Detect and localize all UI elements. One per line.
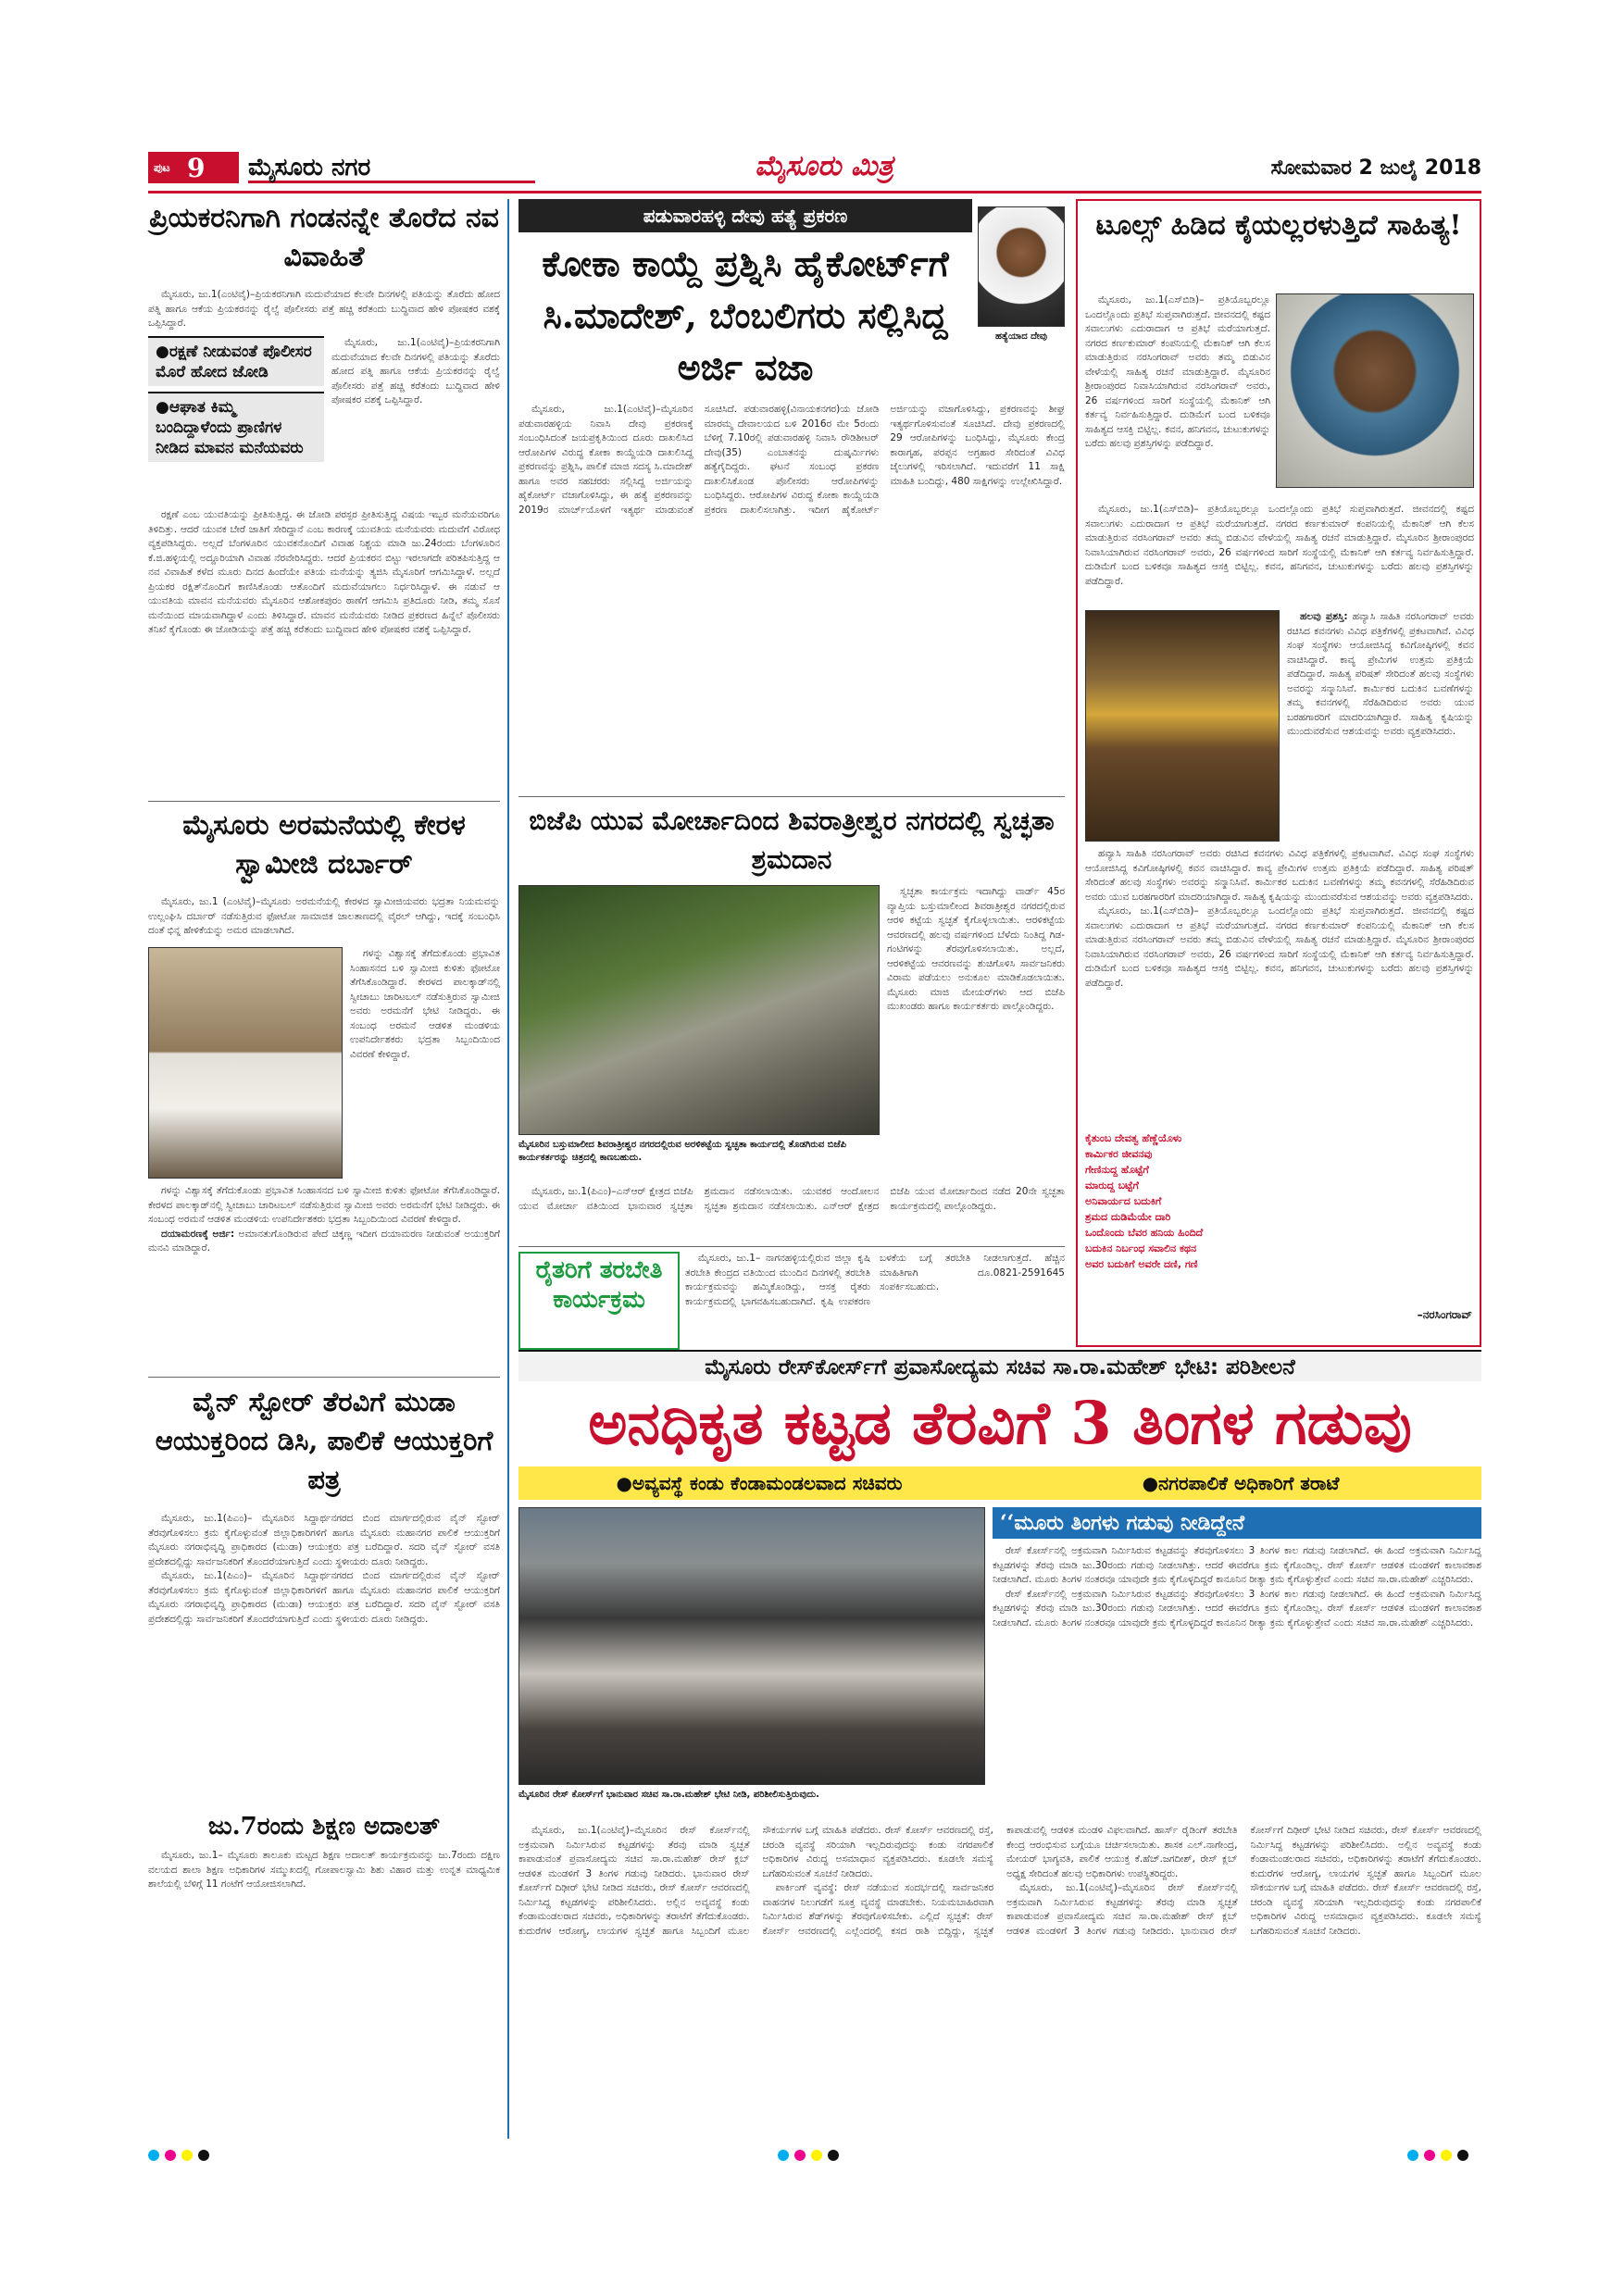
sahitya-signature: –ನರಸಿಂಗರಾವ್ [1417,1308,1472,1321]
lead-body [518,403,1065,782]
race-story [518,1350,1481,2139]
race-strap-1: ●ಅವ್ಯವಸ್ಥೆ ಕಂಡು ಕೆಂಡಾಮಂಡಲವಾದ ಸಚಿವರು [616,1472,903,1494]
story3-body [148,1512,500,1799]
race-body-text: ಮೈಸೂರು, ಜು.1(ಎಂಟಿವೈ)–ಮೈಸೂರಿನ ರೇಸ್ ಕೋರ್ಸ್‌ನಲ್ಲಿ ಅಕ್ರಮವಾಗಿ ನಿರ್ಮಿಸಿರುವ ಕಟ್ಟಡಗಳನ್ನು ತೆರವು ಮಾಡಿ ಸ್ವಚ್ಛತೆ ಕಾಪಾಡುವಂತೆ ಪ್ರವಾಸೋದ್ಯಮ ಸಚಿವ ಸಾ.ರಾ.ಮಹೇಶ್ ರೇಸ್ ಕ್ಲಬ್ ಆಡಳಿತ ಮಂಡಳಿಗೆ 3 ತಿಂಗಳ ಗಡುವು ನೀಡಿದರು. ಭಾನುವಾರ ರೇಸ್ ಕೋರ್ಸ್‌ಗೆ ದಿಢೀರ್ ಭೇಟಿ ನೀಡಿದ ಸಚಿವರು, ರೇಸ್ ಕೋರ್ಸ್ ಆವರಣದಲ್ಲಿ ನಿರ್ಮಿಸಿದ್ದ ಕಟ್ಟಡಗಳನ್ನು ಪರಿಶೀಲಿಸಿದರು. ಅಲ್ಲಿನ ಅವ್ಯವಸ್ಥೆ ಕಂಡು ಕೆಂಡಾಮಂಡಲರಾದ ಸಚಿವರು, ಅಧಿಕಾರಿಗಳನ್ನು ತರಾಟೆಗೆ ತೆಗೆದುಕೊಂಡರು. ಕುದುರೆಗಳ ಆರೋಗ್ಯ, ಲಾಯಗಳ ಸ್ವಚ್ಛತೆ ಹಾಗೂ ಸಿಬ್ಬಂದಿಗೆ ಮೂಲ ಸೌಕರ್ಯಗಳ ಬಗ್ಗೆ ಮಾಹಿತಿ ಪಡೆದರು. ರೇಸ್ ಕೋರ್ಸ್ ಆವರಣದಲ್ಲಿ ರಸ್ತೆ, ಚರಂಡಿ ವ್ಯವಸ್ಥೆ ಸರಿಯಾಗಿ ಇಲ್ಲದಿರುವುದನ್ನು ಕಂಡು ನಗರಪಾಲಿಕೆ ಅಧಿಕಾರಿಗಳ ವಿರುದ್ಧ ಅಸಮಾಧಾನ ವ್ಯಕ್ತಪಡಿಸಿದರು. ಕೂಡಲೇ ಸಮಸ್ಯೆ ಬಗೆಹರಿಸುವಂತೆ ಸೂಚನೆ ನೀಡಿದರು. [518,1825,993,1937]
bjp-body [887,885,1065,1181]
issue-date: ಸೋಮವಾರ 2 ಜುಲೈ 2018 [1270,156,1481,180]
race-quote-body [993,1539,1481,1813]
farmers-body [685,1252,1065,1344]
story1-body [148,288,500,332]
story1-headline: ಪ್ರಿಯಕರನಿಗಾಗಿ ಗಂಡನನ್ನೇ ತೊರೆದ ನವ ವಿವಾಹಿತೆ [149,202,499,273]
race-body-text-2: ಮೈಸೂರು, ಜು.1(ಎಂಟಿವೈ)–ಮೈಸೂರಿನ ರೇಸ್ ಕೋರ್ಸ್‌ನಲ್ಲಿ ಅಕ್ರಮವಾಗಿ ನಿರ್ಮಿಸಿರುವ ಕಟ್ಟಡಗಳನ್ನು ತೆರವು ಮಾಡಿ ಸ್ವಚ್ಛತೆ ಕಾಪಾಡುವಂತೆ ಪ್ರವಾಸೋದ್ಯಮ ಸಚಿವ ಸಾ.ರಾ.ಮಹೇಶ್ ರೇಸ್ ಕ್ಲಬ್ ಆಡಳಿತ ಮಂಡಳಿಗೆ 3 ತಿಂಗಳ ಗಡುವು ನೀಡಿದರು. ಭಾನುವಾರ ರೇಸ್ ಕೋರ್ಸ್‌ಗೆ ದಿಢೀರ್ ಭೇಟಿ ನೀಡಿದ ಸಚಿವರು, ರೇಸ್ ಕೋರ್ಸ್ ಆವರಣದಲ್ಲಿ ನಿರ್ಮಿಸಿದ್ದ ಕಟ್ಟಡಗಳನ್ನು ಪರಿಶೀಲಿಸಿದರು. ಅಲ್ಲಿನ ಅವ್ಯವಸ್ಥೆ ಕಂಡು ಕೆಂಡಾಮಂಡಲರಾದ ಸಚಿವರು, ಅಧಿಕಾರಿಗಳನ್ನು ತರಾಟೆಗೆ ತೆಗೆದುಕೊಂಡರು. ಕುದುರೆಗಳ ಆರೋಗ್ಯ, ಲಾಯಗಳ ಸ್ವಚ್ಛತೆ ಹಾಗೂ ಸಿಬ್ಬಂದಿಗೆ ಮೂಲ ಸೌಕರ್ಯಗಳ ಬಗ್ಗೆ ಮಾಹಿತಿ ಪಡೆದರು. ರೇಸ್ ಕೋರ್ಸ್ ಆವರಣದಲ್ಲಿ ರಸ್ತೆ, ಚರಂಡಿ ವ್ಯವಸ್ಥೆ ಸರಿಯಾಗಿ ಇಲ್ಲದಿರುವುದನ್ನು ಕಂಡು ನಗರಪಾಲಿಕೆ ಅಧಿಕಾರಿಗಳ ವಿರುದ್ಧ ಅಸಮಾಧಾನ ವ್ಯಕ್ತಪಡಿಸಿದರು. ಕೂಡಲೇ ಸಮಸ್ಯೆ ಬಗೆಹರಿಸುವಂತೆ ಸೂಚನೆ ನೀಡಿದರು. [1006,1825,1481,1937]
bjp-story [518,796,1065,1324]
story1-bullet-box [148,336,324,503]
swamiji-photo [148,947,343,1179]
race-strap-2: ●ನಗರಪಾಲಿಕೆ ಅಧಿಕಾರಿಗೆ ತರಾಟೆ [1142,1472,1340,1494]
race-quote-text: ರೇಸ್ ಕೋರ್ಸ್‌ನಲ್ಲಿ ಅಕ್ರಮವಾಗಿ ನಿರ್ಮಿಸಿರುವ ಕಟ್ಟಡವನ್ನು ತೆರವುಗೊಳಿಸಲು 3 ತಿಂಗಳ ಕಾಲ ಗಡುವು ನೀಡಲಾಗಿದೆ. ಈ ಹಿಂದೆ ಅಕ್ರಮವಾಗಿ ನಿರ್ಮಿಸಿದ್ದ ಕಟ್ಟಡಗಳನ್ನು ತೆರವು ಮಾಡಿ ಜು.30ರಂದು ಗಡುವು ನೀಡಲಾಗಿತ್ತು. ಆದರೆ ಈವರೆಗೂ ಕ್ರಮ ಕೈಗೊಂಡಿಲ್ಲ. ರೇಸ್ ಕೋರ್ಸ್ ಆಡಳಿತ ಮಂಡಳಿಗೆ ಕಾಲಾವಕಾಶ ನೀಡಲಾಗಿದೆ. ಮೂರು ತಿಂಗಳ ನಂತರವೂ ಯಾವುದೇ ಕ್ರಮ ಕೈಗೊಳ್ಳದಿದ್ದರೆ ಕಾನೂನಿನ ರೀತ್ಯಾ ಕ್ರಮ ಕೈಗೊಳ್ಳುತ್ತೇವೆ ಎಂದು ಸಚಿವ ಸಾ.ರಾ.ಮಹೇಶ್ ಎಚ್ಚರಿಸಿದರು. [993,1545,1481,1585]
bjp-headline: ಬಿಜೆಪಿ ಯುವ ಮೋರ್ಚಾದಿಂದ ಶಿವರಾತ್ರೀಶ್ವರ ನಗರದಲ್ಲಿ ಸ್ವಚ್ಛತಾ ಶ್ರಮದಾನ [529,805,1055,875]
story3-headline: ವೈನ್ ಸ್ಟೋರ್ ತೆರವಿಗೆ ಮುಡಾ ಆಯುಕ್ತರಿಂದ ಡಿಸಿ, ಪಾಲಿಕೆ ಆಯುಕ್ತರಿಗೆ ಪತ್ರ [155,1386,493,1495]
lead-kicker: ಪಡುವಾರಹಳ್ಳಿ ದೇವು ಹತ್ಯೆ ಪ್ರಕರಣ [518,199,972,232]
race-body-b-text: ಪಾರ್ಕಿಂಗ್ ವ್ಯವಸ್ಥೆ: ರೇಸ್ ನಡೆಯುವ ಸಂದರ್ಭದಲ್ಲಿ ಸಾರ್ವಜನಿಕರ ವಾಹನಗಳ ನಿಲುಗಡೆಗೆ ಸೂಕ್ತ ವ್ಯವಸ್ಥೆ ಮಾಡಬೇಕು. ನಿಯಮಬಾಹಿರವಾಗಿ ನಿರ್ಮಿಸಿರುವ ಶೆಡ್‌ಗಳನ್ನು ತೆರವುಗೊಳಿಸಬೇಕು. ಎಲ್ಲಿದೆ ಸ್ವಚ್ಛತೆ: ರೇಸ್ ಕೋರ್ಸ್ ಆವರಣದಲ್ಲಿ ಎಲ್ಲೆಂದರಲ್ಲಿ ಕಸದ ರಾಶಿ ಬಿದ್ದಿದ್ದು, ಸ್ವಚ್ಛತೆ ಕಾಪಾಡುವಲ್ಲಿ ಆಡಳಿತ ಮಂಡಳಿ ವಿಫಲವಾಗಿದೆ. ಹಾರ್ಸ್ ರೈಡಿಂಗ್ ತರಬೇತಿ ಕೇಂದ್ರ ಆರಂಭಿಸುವ ಬಗ್ಗೆಯೂ ಚರ್ಚಿಸಲಾಯಿತು. ಶಾಸಕ ಎಲ್.ನಾಗೇಂದ್ರ, ಮೇಯರ್ ಭಾಗ್ಯವತಿ, ಪಾಲಿಕೆ ಆಯುಕ್ತ ಕೆ.ಹೆಚ್.ಜಗದೀಶ್, ರೇಸ್ ಕ್ಲಬ್ ಅಧ್ಯಕ್ಷ ಸೇರಿದಂತೆ ಹಲವು ಅಧಿಕಾರಿಗಳು ಉಪಸ್ಥಿತರಿದ್ದರು. [762,1825,1238,1937]
race-quote: ‘‘ಮೂರು ತಿಂಗಳು ಗಡುವು ನೀಡಿದ್ದೇನೆ [993,1507,1481,1539]
paper-logo: ಮೈಸೂರು ಮಿತ್ರ [755,150,893,182]
bjp-body-2 [518,1185,1065,1241]
story1-bullet-1: ●ರಕ್ಷಣೆ ನೀಡುವಂತೆ ಪೊಲೀಸರ ಮೊರೆ ಹೋದ ಜೋಡಿ [148,336,324,386]
sahitya-poem: ಕೈತುಂಬ ದೇವತ್ವ ಹೆಣ್ಣೆಯೊಳು ಕಾರ್ಮಿಕರ ಜೀವನವು ಗೇಣಿನುದ್ದ ಹೊಟ್ಟೆಗೆ ಮಾರುದ್ದ ಬಟ್ಟೆಗೆ ಅನಿವಾರ್ಯದ ಬದುಕಿಗೆ ಶ್ರಮದ ದುಡಿಮೆಯೇ ದಾರಿ ಒಂದೊಂದು ಬೆವರ ಹನಿಯ ಹಿಂದಿದೆ ಬದುಕಿನ ನಿರ್ಬಂಧ ಸವಾಲಿನ ಕಥನ ಅವರ ಬದುಕಿಗೆ ಅವರೇ ದಣಿ, ಗಣಿ [1085,1132,1204,1270]
story4-body [148,1849,500,1941]
story1-continued-text: ರಕ್ಷಣೆ ಎಂಬ ಯುವತಿಯನ್ನು ಪ್ರೀತಿಸುತ್ತಿದ್ದ. ಈ ಜೋಡಿ ಪರಸ್ಪರ ಪ್ರೀತಿಸುತ್ತಿದ್ದ ವಿಷಯ ಇಬ್ಬರ ಮನೆಯವರಿಗೂ ತಿಳಿದಿತ್ತು. ಆದರೆ ಯುವಕ ಬೇರೆ ಜಾತಿಗೆ ಸೇರಿದ್ದಾನೆ ಎಂಬ ಕಾರಣಕ್ಕೆ ಯುವತಿಯ ಮನೆಯವರು ಮದುವೆಗೆ ವಿರೋಧ ವ್ಯಕ್ತಪಡಿಸಿದ್ದರು. ಅಲ್ಲದೆ ಬೆಂಗಳೂರಿನ ಯುವಕನೊಂದಿಗೆ ವಿವಾಹ ನಿಶ್ಚಯ ಮಾಡಿ ಜು.24ರಂದು ಬೆಂಗಳೂರಿನ ಕೆ.ಜಿ.ಹಳ್ಳಿಯಲ್ಲಿ ಅದ್ದೂರಿಯಾಗಿ ವಿವಾಹ ನೆರವೇರಿಸಿದ್ದರು. ಆದರೆ ಪ್ರಿಯಕರನ ಬಿಟ್ಟು ಇರಲಾಗದೇ ಪರಿತಪಿಸುತ್ತಿದ್ದ ಆ ನವ ವಿವಾಹಿತೆ ಕಳೆದ ಮೂರು ದಿನದ ಹಿಂದೆಯೇ ಪತಿಯ ಮನೆಯನ್ನು ತ್ಯಜಿಸಿ ಮೈಸೂರಿಗೆ ಆಗಮಿಸಿದ್ದಾಳೆ. ಅಲ್ಲದೆ ಪ್ರಿಯಕರ ರಕ್ಷಿತ್‌ನೊಂದಿಗೆ ಕಾಣಿಸಿಕೊಂಡು ಆತೊಂದಿಗೆ ಮದುವೆಯಾಗಲು ನಿರ್ಧರಿಸಿದ್ದಾಳೆ. ಈ ನಡುವೆ ಆ ಯುವತಿಯ ಮಾವನ ಮನೆಯವರು ಮೈಸೂರಿನ ಆಶೋಕಪುರಂ ಠಾಣೆಗೆ ಆಗಮಿಸಿ ಪ್ರತಿದೂರು ನೀಡಿ, ತಮ್ಮ ಸೊಸೆ ಮನೆಯಿಂದ ಮಾಯವಾಗಿದ್ದಾಳೆ ಎಂದು ತಿಳಿಸಿದ್ದಾರೆ. ಮಾವನ ಮನೆಯವರು ನೀಡಿದ ಪ್ರಕರಣದ ಹಿನ್ನೆಲೆ ಪೊಲೀಸರು ತನಿಖೆ ಕೈಗೊಂಡು ಈ ಜೋಡಿಯನ್ನು ಪತ್ತೆ ಹಚ್ಚಿ ಕರೆತಂದು ಬುದ್ಧಿವಾದ ಹೇಳಿ ಪೋಷಕರ ವಶಕ್ಕೆ ಒಪ್ಪಿಸಿದ್ದಾರೆ. [148,509,500,635]
story3-body-text-2: ಮೈಸೂರು, ಜು.1(ಪಿಎಂ)– ಮೈಸೂರಿನ ಸಿದ್ದಾರ್ಥನಗರದ ಬಿಂದ ಮಾರ್ಗದಲ್ಲಿರುವ ವೈನ್ ಸ್ಟೋರ್ ತೆರವುಗೊಳಿಸಲು ಕ್ರಮ ಕೈಗೊಳ್ಳುವಂತೆ ಜಿಲ್ಲಾಧಿಕಾರಿಗಳಿಗೆ ಹಾಗೂ ಮೈಸೂರು ಮಹಾನಗರ ಪಾಲಿಕೆ ಆಯುಕ್ತರಿಗೆ ಮೈಸೂರು ನಗರಾಭಿವೃದ್ಧಿ ಪ್ರಾಧಿಕಾರದ (ಮುಡಾ) ಆಯುಕ್ತರು ಪತ್ರ ಬರೆದಿದ್ದಾರೆ. ಸದರಿ ವೈನ್ ಸ್ಟೋರ್ ವಸತಿ ಪ್ರದೇಶದಲ್ಲಿದ್ದು ಸಾರ್ವಜನಿಕರಿಗೆ ತೊಂದರೆಯಾಗುತ್ತಿದೆ ಎಂದು ಸ್ಥಳೀಯರು ದೂರು ನೀಡಿದ್ದರು. [148,1570,500,1625]
divider [148,1377,500,1378]
divider [518,796,1065,797]
race-quote-text-2: ರೇಸ್ ಕೋರ್ಸ್‌ನಲ್ಲಿ ಅಕ್ರಮವಾಗಿ ನಿರ್ಮಿಸಿರುವ ಕಟ್ಟಡವನ್ನು ತೆರವುಗೊಳಿಸಲು 3 ತಿಂಗಳ ಕಾಲ ಗಡುವು ನೀಡಲಾಗಿದೆ. ಈ ಹಿಂದೆ ಅಕ್ರಮವಾಗಿ ನಿರ್ಮಿಸಿದ್ದ ಕಟ್ಟಡಗಳನ್ನು ತೆರವು ಮಾಡಿ ಜು.30ರಂದು ಗಡುವು ನೀಡಲಾಗಿತ್ತು. ಆದರೆ ಈವರೆಗೂ ಕ್ರಮ ಕೈಗೊಂಡಿಲ್ಲ. ರೇಸ್ ಕೋರ್ಸ್ ಆಡಳಿತ ಮಂಡಳಿಗೆ ಕಾಲಾವಕಾಶ ನೀಡಲಾಗಿದೆ. ಮೂರು ತಿಂಗಳ ನಂತರವೂ ಯಾವುದೇ ಕ್ರಮ ಕೈಗೊಳ್ಳದಿದ್ದರೆ ಕಾನೂನಿನ ರೀತ್ಯಾ ಕ್ರಮ ಕೈಗೊಳ್ಳುತ್ತೇವೆ ಎಂದು ಸಚಿವ ಸಾ.ರಾ.ಮಹೇಶ್ ಎಚ್ಚರಿಸಿದರು. [993,1588,1481,1628]
race-quote-box [993,1507,1481,1818]
sahitya-sub-label: ಹಲವು ಪ್ರಶಸ್ತಿ: [1300,611,1348,622]
lead-headline: ಕೋಕಾ ಕಾಯ್ದೆ ಪ್ರಶ್ನಿಸಿ ಹೈಕೋರ್ಟ್‌ಗೆ ಸಿ.ಮಾದೇಶ್, ಬೆಂಬಲಿಗರು ಸಲ್ಲಿಸಿದ್ದ ಅರ್ಜಿ ವಜಾ [542,243,949,388]
lead-body-text: ಮೈಸೂರು, ಜು.1(ಎಂಟಿವೈ)–ಮೈಸೂರಿನ ಪಡುವಾರಹಳ್ಳಿಯ ನಿವಾಸಿ ದೇವು ಪ್ರಕರಣಕ್ಕೆ ಸಂಬಂಧಿಸಿದಂತೆ ಜಯಪ್ರಕೃತಿಯಿಂದ ದೂರು ದಾಖಲಿಸಿದ ಆರೋಪಿಗಳ ವಿರುದ್ಧ ಕೋಕಾ ಕಾಯ್ದೆಯಡಿ ದಾಖಲಿಸಿದ್ದ ಪ್ರಕರಣವನ್ನು ಪ್ರಶ್ನಿಸಿ, ಪಾಲಿಕೆ ಮಾಜಿ ಸದಸ್ಯ ಸಿ.ಮಾದೇಶ್ ಹಾಗೂ ಅವರ ಸಹಚರರು ಸಲ್ಲಿಸಿದ್ದ ಅರ್ಜಿಯನ್ನು ಹೈಕೋರ್ಟ್ ವಜಾಗೊಳಿಸಿದ್ದು, ಈ ಹತ್ಯೆ ಪ್ರಕರಣವನ್ನು 2019ರ ಮಾರ್ಚ್‌ಯೊಳಗೆ ಇತ್ಯರ್ಥ ಮಾಡುವಂತೆ ಸೂಚಿಸಿದೆ. ಪಡುವಾರಹಳ್ಳಿ(ವಿನಾಯಕನಗರ)ಯ ಜೋಡಿ ಮಾರಮ್ಮ ದೇವಾಲಯದ ಬಳಿ 2016ರ ಮೇ 5ರಂದು ಬೆಳಿಗ್ಗೆ 7.10ರಲ್ಲಿ ಪಡುವಾರಹಳ್ಳಿ ನಿವಾಸಿ ರೌಡಿಶೀಟರ್ ದೇವು(35) ಎಂಬಾತನನ್ನು ದುಷ್ಕರ್ಮಿಗಳು ಹತ್ಯೆಗೈದಿದ್ದರು. ಘಟನೆ ಸಂಬಂಧ ಪ್ರಕರಣ ದಾಖಲಿಸಿಕೊಂಡ ಪೊಲೀಸರು ಆರೋಪಿಗಳನ್ನು ಬಂಧಿಸಿದ್ದರು. ಆರೋಪಿಗಳ ವಿರುದ್ಧ ಕೋಕಾ ಕಾಯ್ದೆಯಡಿ ಪ್ರಕರಣ ದಾಖಲಿಸಲಾಗಿತ್ತು. ಇದೀಗ ಹೈಕೋರ್ಟ್ ಅರ್ಜಿಯನ್ನು ವಜಾಗೊಳಿಸಿದ್ದು, ಪ್ರಕರಣವನ್ನು ಶೀಘ್ರ ಇತ್ಯರ್ಥಗೊಳಿಸುವಂತೆ ಸೂಚಿಸಿದೆ. ದೇವು ಪ್ರಕರಣದಲ್ಲಿ 29 ಆರೋಪಿಗಳನ್ನು ಬಂಧಿಸಿದ್ದು, ಮೈಸೂರು ಕೇಂದ್ರ ಕಾರಾಗೃಹ, ಪರಪ್ಪನ ಅಗ್ರಹಾರ ಸೇರಿದಂತೆ ವಿವಿಧ ಜೈಲುಗಳಲ್ಲಿ ಇರಿಸಲಾಗಿದೆ. ಇದುವರೆಗೆ 11 ಸಾಕ್ಷಿ ಮಾಹಿತಿ ಬಂದಿದ್ದು, 480 ಸಾಕ್ಷಿಗಳನ್ನು ಉಲ್ಲೇಖಿಸಿದ್ದಾರೆ. [518,404,1065,516]
bjp-cleanup-photo [518,885,880,1135]
story2-headline: ಮೈಸೂರು ಅರಮನೆಯಲ್ಲಿ ಕೇರಳ ಸ್ವಾಮೀಜಿ ದರ್ಬಾರ್ [182,809,466,880]
minister-visit-photo [518,1507,985,1785]
story4-headline: ಜು.7ರಂದು ಶಿಕ್ಷಣ ಅದಾಲತ್ [207,1813,441,1841]
sahitya-body3-text-2: ಮೈಸೂರು, ಜು.1(ಎಸ್‌ಬಿಡಿ)– ಪ್ರತಿಯೊಬ್ಬರಲ್ಲೂ ಒಂದಲ್ಲೊಂದು ಪ್ರತಿಭೆ ಸುಪ್ತವಾಗಿರುತ್ತದೆ. ಜೀವನದಲ್ಲಿ ಕಷ್ಟದ ಸವಾಲುಗಳು ಎದುರಾದಾಗ ಆ ಪ್ರತಿಭೆ ಮರೆಯಾಗುತ್ತದೆ. ನಗರದ ಕರ್ಣಕುಮಾರ್ ಕಂಪನಿಯಲ್ಲಿ ಮೆಕಾನಿಕ್ ಆಗಿ ಕೆಲಸ ಮಾಡುತ್ತಿರುವ ನರಸಿಂಗರಾವ್ ಅವರು ತಮ್ಮ ಬಿಡುವಿನ ವೇಳೆಯಲ್ಲಿ ಸಾಹಿತ್ಯ ರಚನೆ ಮಾಡುತ್ತಿದ್ದಾರೆ. ಮೈಸೂರಿನ ಶ್ರೀರಾಂಪುರದ ನಿವಾಸಿಯಾಗಿರುವ ನರಸಿಂಗರಾವ್ ಅವರು, 26 ವರ್ಷಗಳಿಂದ ಸಾರಿಗೆ ಸಂಸ್ಥೆಯಲ್ಲಿ ಮೆಕಾನಿಕ್ ಆಗಿ ಕರ್ತವ್ಯ ನಿರ್ವಹಿಸುತ್ತಿದ್ದಾರೆ. ದುಡಿಮೆಗೆ ಬಂದ ಬಳಿಕವೂ ಸಾಹಿತ್ಯದ ಆಸಕ್ತಿ ಬಿಟ್ಟಿಲ್ಲ. ಕವನ, ಹನಿಗವನ, ಚುಟುಕುಗಳನ್ನು ಬರೆದು ಹಲವು ಪ್ರಶಸ್ತಿಗಳನ್ನು ಪಡೆದಿದ್ದಾರೆ. [1085,905,1474,989]
story2-continued-text: ಗಳನ್ನು ವಿಶ್ವಾಸಕ್ಕೆ ತೆಗೆದುಕೊಂಡು ಪ್ರಭಾವಿತ ಸಿಂಹಾಸನದ ಬಳಿ ಸ್ವಾಮೀಜಿ ಕುಳಿತು ಫೋಟೋ ತೆಗೆಸಿಕೊಂಡಿದ್ದಾರೆ. ಕೇರಳದ ಪಾಲಕ್ಕಾಡ್‌ನಲ್ಲಿ ಸ್ವೀಚಾಬು ಚಾರಿಟಬಲ್ ನಡೆಸುತ್ತಿರುವ ಸ್ವಾಮೀಜಿ ಅವರು ಅರಮನೆಗೆ ಭೇಟಿ ನೀಡಿದ್ದರು. ಈ ಸಂಬಂಧ ಅರಮನೆ ಆಡಳಿತ ಮಂಡಳಿಯ ಉಪನಿರ್ದೇಶಕರು ಭದ್ರತಾ ಸಿಬ್ಬಂದಿಯಿಂದ ವಿವರಣೆ ಕೇಳಿದ್ದಾರೆ. [148,1185,500,1225]
story2-body-continued [148,1184,500,1369]
minister-photo-caption: ಮೈಸೂರಿನ ರೇಸ್ ಕೋರ್ಸ್‌ಗೆ ಭಾನುವಾರ ಸಚಿವ ಸಾ.ರಾ.ಮಹೇಶ್ ಭೇಟಿ ನೀಡಿ, ಪರಿಶೀಲಿಸುತ್ತಿರುವುದು. [518,1790,819,1800]
race-headline: ಅನಧಿಕೃತ ಕಟ್ಟಡ ತೆರವಿಗೆ 3 ತಿಂಗಳ ಗಡುವು [588,1389,1412,1458]
deceased-photo [978,206,1065,327]
story2-body-text: ಮೈಸೂರು, ಜು.1 (ಎಂಟಿವೈ)–ಮೈಸೂರು ಅರಮನೆಯಲ್ಲಿ ಕೇರಳದ ಸ್ವಾಮೀಜಿಯವರು ಭದ್ರತಾ ನಿಯಮವನ್ನು ಉಲ್ಲಂಘಿಸಿ ದರ್ಬಾರ್ ನಡೆಸುತ್ತಿರುವ ಫೋಟೋ ಸಾಮಾಜಿಕ ಜಾಲತಾಣದಲ್ಲಿ ವೈರಲ್ ಆಗಿದ್ದು, ಇದಕ್ಕೆ ಸಂಬಂಧಿಸಿ ದಂತೆ ಭಿನ್ನ ಹೇಳಿಕೆಯನ್ನು ಅಮರ ಮಾಡಲಾಗಿದೆ. [148,896,500,936]
registration-marks-right [1407,2150,1481,2163]
story2-sub-label: ದಯಾಮರಣಕ್ಕೆ ಅರ್ಜಿ: [161,1228,235,1240]
masthead-rule [148,191,1481,193]
story1-body-side [331,336,500,503]
column-rule [507,199,509,2139]
masthead [148,148,1481,189]
bjp-body-text: ಸ್ವಚ್ಛತಾ ಕಾರ್ಯಕ್ರಮ ಇದಾಗಿದ್ದು ವಾರ್ಡ್ 45ರ ವ್ಯಾಪ್ತಿಯ ಬಸ್ತುಮಾಲೀಂದ ಶಿವರಾತ್ರೀಶ್ವರ ನಗರದಲ್ಲಿರುವ ಆರಳಿ ಕಟ್ಟೆಯ ಸ್ವಚ್ಛತೆ ಕೈಗೊಳ್ಳಲಾಯಿತು. ಆರಳಿಕಟ್ಟೆಯ ಆವರಣದಲ್ಲಿ ಹಲವು ವರ್ಷಗಳಿಂದ ಬೆಳೆದು ನಿಂತಿದ್ದ ಗಿಡ-ಗಂಟಿಗಳನ್ನು ತೆರವುಗೊಳಿಸಲಾಯಿತು. ಅಲ್ಲದೆ, ಆರಳಿಕಟ್ಟೆಯ ಆವರಣವನ್ನು ಶುಚಿಗೊಳಿಸಿ ಸಾರ್ವಜನಿಕರು ವಿರಾಮ ಪಡೆಯಲು ಅನುಕೂಲ ಮಾಡಿಕೊಡಲಾಯಿತು. ಮೈಸೂರು ಮಾಜಿ ಮೇಯರ್‌ಗಳು ಆದ ಬಿಜೆಪಿ ಮುಖಂಡರು ಹಾಗೂ ಕಾರ್ಯಕರ್ತರು ಪಾಲ್ಗೊಂಡಿದ್ದರು. [887,886,1065,1012]
story3-body-text: ಮೈಸೂರು, ಜು.1(ಪಿಎಂ)– ಮೈಸೂರಿನ ಸಿದ್ದಾರ್ಥನಗರದ ಬಿಂದ ಮಾರ್ಗದಲ್ಲಿರುವ ವೈನ್ ಸ್ಟೋರ್ ತೆರವುಗೊಳಿಸಲು ಕ್ರಮ ಕೈಗೊಳ್ಳುವಂತೆ ಜಿಲ್ಲಾಧಿಕಾರಿಗಳಿಗೆ ಹಾಗೂ ಮೈಸೂರು ಮಹಾನಗರ ಪಾಲಿಕೆ ಆಯುಕ್ತರಿಗೆ ಮೈಸೂರು ನಗರಾಭಿವೃದ್ಧಿ ಪ್ರಾಧಿಕಾರದ (ಮುಡಾ) ಆಯುಕ್ತರು ಪತ್ರ ಬರೆದಿದ್ದಾರೆ. ಸದರಿ ವೈನ್ ಸ್ಟೋರ್ ವಸತಿ ಪ್ರದೇಶದಲ್ಲಿದ್ದು ಸಾರ್ವಜನಿಕರಿಗೆ ತೊಂದರೆಯಾಗುತ್ತಿದೆ ಎಂದು ಸ್ಥಳೀಯರು ದೂರು ನೀಡಿದ್ದರು. [148,1513,500,1567]
sahitya-body-continued [1085,503,1474,605]
deceased-photo-caption: ಹತ್ಯೆಯಾದ ದೇವು [994,331,1048,342]
story1-bullet-2: ●ಆಘಾತ ಕಿಮ್ಮ ಬಂದಿದ್ದಾಳೆಂದು ಪ್ರಾಣಿಗಳ ನೀಡಿದ ಮಾವನ ಮನೆಯವರು [148,392,324,462]
writer-portrait [1276,293,1474,488]
sahitya-box [1076,199,1481,1347]
farmers-headline: ರೈತರಿಗೆ ತರಬೇತಿ ಕಾರ್ಯಕ್ರಮ [518,1252,680,1350]
story4-body-text: ಮೈಸೂರು, ಜು.1– ಮೈಸೂರು ತಾಲೂಕು ಮಟ್ಟದ ಶಿಕ್ಷಣ ಅದಾಲತ್ ಕಾರ್ಯಕ್ರಮವನ್ನು ಜು.7ರಂದು ದಕ್ಷಿಣ ವಲಯದ ಶಾಲಾ ಶಿಕ್ಷಣ ಅಧಿಕಾರಿಗಳ ಸಮ್ಮುಖದಲ್ಲಿ ಗೋಪಾಲಸ್ವಾಮಿ ಶಿಶು ವಿಹಾರ ಮತ್ತು ಉನ್ನತ ಮಾಧ್ಯಮಿಕ ಶಾಲೆಯಲ್ಲಿ ಬೆಳಿಗ್ಗೆ 11 ಗಂಟೆಗೆ ಆಯೋಜಿಸಲಾಗಿದೆ. [148,1850,500,1890]
sahitya-body3-text: ಹವ್ಯಾಸಿ ಸಾಹಿತಿ ನರಸಿಂಗರಾವ್ ಅವರು ರಚಿಸಿದ ಕವನಗಳು ವಿವಿಧ ಪತ್ರಿಕೆಗಳಲ್ಲಿ ಪ್ರಕಟವಾಗಿವೆ. ವಿವಿಧ ಸಂಘ ಸಂಸ್ಥೆಗಳು ಆಯೋಜಿಸಿದ್ದ ಕವಿಗೋಷ್ಠಿಗಳಲ್ಲಿ ಕವನ ವಾಚಿಸಿದ್ದಾರೆ. ಕಾವ್ಯ ಪ್ರೇಮಿಗಳ ಉತ್ತಮ ಪ್ರತಿಕ್ರಿಯೆ ಪಡೆದಿದ್ದಾರೆ. ಸಾಹಿತ್ಯ ಪರಿಷತ್ ಸೇರಿದಂತೆ ಹಲವು ಸಂಸ್ಥೆಗಳು ಅವರನ್ನು ಸನ್ಮಾನಿಸಿವೆ. ಕಾರ್ಮಿಕರ ಬದುಕಿನ ಬವಣೆಗಳನ್ನು ತಮ್ಮ ಕವನಗಳಲ್ಲಿ ಸೆರೆಹಿಡಿದಿರುವ ಅವರು ಯುವ ಬರಹಗಾರರಿಗೆ ಮಾದರಿಯಾಗಿದ್ದಾರೆ. ಸಾಹಿತ್ಯ ಕೃಷಿಯನ್ನು ಮುಂದುವರೆಸುವ ಆಶಯವನ್ನು ಅವರು ವ್ಯಕ್ತಪಡಿಸಿದರು. [1085,848,1474,903]
sahitya-headline: ಟೂಲ್ಸ್ ಹಿಡಿದ ಕೈಯಲ್ಲರಳುತ್ತಿದೆ ಸಾಹಿತ್ಯ! [1095,209,1462,242]
story2-side-text: ಗಳನ್ನು ವಿಶ್ವಾಸಕ್ಕೆ ತೆಗೆದುಕೊಂಡು ಪ್ರಭಾವಿತ ಸಿಂಹಾಸನದ ಬಳಿ ಸ್ವಾಮೀಜಿ ಕುಳಿತು ಫೋಟೋ ತೆಗೆಸಿಕೊಂಡಿದ್ದಾರೆ. ಕೇರಳದ ಪಾಲಕ್ಕಾಡ್‌ನಲ್ಲಿ ಸ್ವೀಚಾಬು ಚಾರಿಟಬಲ್ ನಡೆಸುತ್ತಿರುವ ಸ್ವಾಮೀಜಿ ಅವರು ಅರಮನೆಗೆ ಭೇಟಿ ನೀಡಿದ್ದರು. ಈ ಸಂಬಂಧ ಅರಮನೆ ಆಡಳಿತ ಮಂಡಳಿಯ ಉಪನಿರ್ದೇಶಕರು ಭದ್ರತಾ ಸಿಬ್ಬಂದಿಯಿಂದ ವಿವರಣೆ ಕೇಳಿದ್ದಾರೆ. [350,948,500,1060]
story2-body-side [350,947,500,1179]
page-label: ಪುಟ [154,160,170,174]
story1-side-text: ಮೈಸೂರು, ಜು.1(ಎಂಟಿವೈ)–ಪ್ರಿಯಕರನಿಗಾಗಿ ಮದುವೆಯಾದ ಕೆಲವೇ ದಿನಗಳಲ್ಲಿ ಪತಿಯನ್ನು ತೊರೆದು ಹೋದ ಪತ್ನಿ ಹಾಗೂ ಆಕೆಯ ಪ್ರಿಯಕರನನ್ನು ರೈಲ್ವೆ ಪೊಲೀಸರು ಪತ್ತೆ ಹಚ್ಚಿ ಕರೆತಂದು ಬುದ್ಧಿವಾದ ಹೇಳಿ ಪೋಷಕರ ವಶಕ್ಕೆ ಒಪ್ಪಿಸಿದ್ದಾರೆ. [331,337,500,406]
race-kicker: ಮೈಸೂರು ರೇಸ್‌ಕೋರ್ಸ್‌ಗೆ ಪ್ರವಾಸೋದ್ಯಮ ಸಚಿವ ಸಾ.ರಾ.ಮಹೇಶ್ ಭೇಟಿ: ಪರಿಶೀಲನೆ [518,1350,1481,1381]
sahitya-sub-text: ಹವ್ಯಾಸಿ ಸಾಹಿತಿ ನರಸಿಂಗರಾವ್ ಅವರು ರಚಿಸಿದ ಕವನಗಳು ವಿವಿಧ ಪತ್ರಿಕೆಗಳಲ್ಲಿ ಪ್ರಕಟವಾಗಿವೆ. ವಿವಿಧ ಸಂಘ ಸಂಸ್ಥೆಗಳು ಆಯೋಜಿಸಿದ್ದ ಕವಿಗೋಷ್ಠಿಗಳಲ್ಲಿ ಕವನ ವಾಚಿಸಿದ್ದಾರೆ. ಕಾವ್ಯ ಪ್ರೇಮಿಗಳ ಉತ್ತಮ ಪ್ರತಿಕ್ರಿಯೆ ಪಡೆದಿದ್ದಾರೆ. ಸಾಹಿತ್ಯ ಪರಿಷತ್ ಸೇರಿದಂತೆ ಹಲವು ಸಂಸ್ಥೆಗಳು ಅವರನ್ನು ಸನ್ಮಾನಿಸಿವೆ. ಕಾರ್ಮಿಕರ ಬದುಕಿನ ಬವಣೆಗಳನ್ನು ತಮ್ಮ ಕವನಗಳಲ್ಲಿ ಸೆರೆಹಿಡಿದಿರುವ ಅವರು ಯುವ ಬರಹಗಾರರಿಗೆ ಮಾದರಿಯಾಗಿದ್ದಾರೆ. ಸಾಹಿತ್ಯ ಕೃಷಿಯನ್ನು ಮುಂದುವರೆಸುವ ಆಶಯವನ್ನು ಅವರು ವ್ಯಕ್ತಪಡಿಸಿದರು. [1287,611,1474,737]
farmers-story [518,1252,1065,1344]
story1-body-text: ಮೈಸೂರು, ಜು.1(ಎಂಟಿವೈ)–ಪ್ರಿಯಕರನಿಗಾಗಿ ಮದುವೆಯಾದ ಕೆಲವೇ ದಿನಗಳಲ್ಲಿ ಪತಿಯನ್ನು ತೊರೆದು ಹೋದ ಪತ್ನಿ ಹಾಗೂ ಆಕೆಯ ಪ್ರಿಯಕರನನ್ನು ರೈಲ್ವೆ ಪೊಲೀಸರು ಪತ್ತೆ ಹಚ್ಚಿ ಕರೆತಂದು ಬುದ್ಧಿವಾದ ಹೇಳಿ ಪೋಷಕರ ವಶಕ್ಕೆ ಒಪ್ಪಿಸಿದ್ದಾರೆ. [148,289,500,329]
sahitya-body-3 [1085,847,1474,1125]
farmers-body-text: ಮೈಸೂರು, ಜು.1– ನಾಗನಹಳ್ಳಿಯಲ್ಲಿರುವ ಜಿಲ್ಲಾ ಕೃಷಿ ತರಬೇತಿ ಕೇಂದ್ರದ ವತಿಯಿಂದ ಮುಂದಿನ ದಿನಗಳಲ್ಲಿ ತರಬೇತಿ ಕಾರ್ಯಕ್ರಮವನ್ನು ಹಮ್ಮಿಕೊಂಡಿದ್ದು, ಆಸಕ್ತ ರೈತರು ಕಾರ್ಯಕ್ರಮದಲ್ಲಿ ಭಾಗವಹಿಸಬಹುದಾಗಿದೆ. ಕೃಷಿ ಉಪಕರಣ ಬಳಕೆಯ ಬಗ್ಗೆ ತರಬೇತಿ ನೀಡಲಾಗುತ್ತದೆ. ಹೆಚ್ಚಿನ ಮಾಹಿತಿಗಾಗಿ ದೂ.0821-2591645 ಸಂಪರ್ಕಿಸಬಹುದು. [685,1253,1065,1307]
race-strap [518,1466,1481,1500]
registration-marks-left [148,2150,222,2163]
left-column [148,199,500,2139]
awards-photo [1085,610,1280,842]
divider [518,1246,1065,1247]
sahitya-body [1085,293,1270,497]
lead-story [518,199,1065,792]
story1-body-continued [148,508,500,795]
bjp-body2-text: ಮೈಸೂರು, ಜು.1(ಪಿಎಂ)–ಎನ್‌ಆರ್ ಕ್ಷೇತ್ರದ ಬಿಜೆಪಿ ಯುವ ಮೋರ್ಚಾ ವತಿಯಿಂದ ಭಾನುವಾರ ಸ್ವಚ್ಛತಾ ಶ್ರಮದಾನ ನಡೆಸಲಾಯಿತು. ಯುವಕರ ಆಂದೋಲನ ಸ್ವಚ್ಛತಾ ಶ್ರಮದಾನ ನಡೆಸಲಾಯಿತು. ಎನ್‌ಆರ್ ಕ್ಷೇತ್ರದ ಬಿಜೆಪಿ ಯುವ ಮೋರ್ಚಾದಿಂದ ನಡೆದ 20ನೇ ಸ್ವಚ್ಛತಾ ಕಾರ್ಯಕ್ರಮದಲ್ಲಿ ಪಾಲ್ಗೊಂಡಿದ್ದರು. [518,1186,1065,1212]
sahitya-body-2 [1287,610,1474,842]
race-body [518,1824,1481,2129]
sahitya-body-text: ಮೈಸೂರು, ಜು.1(ಎಸ್‌ಬಿಡಿ)– ಪ್ರತಿಯೊಬ್ಬರಲ್ಲೂ ಒಂದಲ್ಲೊಂದು ಪ್ರತಿಭೆ ಸುಪ್ತವಾಗಿರುತ್ತದೆ. ಜೀವನದಲ್ಲಿ ಕಷ್ಟದ ಸವಾಲುಗಳು ಎದುರಾದಾಗ ಆ ಪ್ರತಿಭೆ ಮರೆಯಾಗುತ್ತದೆ. ನಗರದ ಕರ್ಣಕುಮಾರ್ ಕಂಪನಿಯಲ್ಲಿ ಮೆಕಾನಿಕ್ ಆಗಿ ಕೆಲಸ ಮಾಡುತ್ತಿರುವ ನರಸಿಂಗರಾವ್ ಅವರು ತಮ್ಮ ಬಿಡುವಿನ ವೇಳೆಯಲ್ಲಿ ಸಾಹಿತ್ಯ ರಚನೆ ಮಾಡುತ್ತಿದ್ದಾರೆ. ಮೈಸೂರಿನ ಶ್ರೀರಾಂಪುರದ ನಿವಾಸಿಯಾಗಿರುವ ನರಸಿಂಗರಾವ್ ಅವರು, 26 ವರ್ಷಗಳಿಂದ ಸಾರಿಗೆ ಸಂಸ್ಥೆಯಲ್ಲಿ ಮೆಕಾನಿಕ್ ಆಗಿ ಕರ್ತವ್ಯ ನಿರ್ವಹಿಸುತ್ತಿದ್ದಾರೆ. ದುಡಿಮೆಗೆ ಬಂದ ಬಳಿಕವೂ ಸಾಹಿತ್ಯದ ಆಸಕ್ತಿ ಬಿಟ್ಟಿಲ್ಲ. ಕವನ, ಹನಿಗವನ, ಚುಟುಕುಗಳನ್ನು ಬರೆದು ಹಲವು ಪ್ರಶಸ್ತಿಗಳನ್ನು ಪಡೆದಿದ್ದಾರೆ. [1085,294,1270,449]
section-name: ಮೈಸೂರು ನಗರ [248,152,535,183]
divider [148,801,500,802]
story2-sub-text: ಅಮಾನತುಗೊಂಡಿರುವ ಪೇದೆ ಚಿಕ್ಕಣ್ಣ ಇದೀಗ ದಯಾಮರಣ ನೀಡುವಂತೆ ಅಯುಕ್ತರಿಗೆ ಮನವಿ ಮಾಡಿದ್ದಾರೆ. [148,1228,500,1254]
bjp-photo-caption: ಮೈಸೂರಿನ ಬಸ್ತುಮಾಲೀದ ಶಿವರಾತ್ರೀಶ್ವರ ನಗರದಲ್ಲಿರುವ ಅರಳಿಕಟ್ಟೆಯ ಸ್ವಚ್ಛತಾ ಕಾರ್ಯದಲ್ಲಿ ತೊಡಗಿರುವ ಬಿಜೆಪಿ ಕಾರ್ಯಕರ್ತರನ್ನು ಚಿತ್ರದಲ್ಲಿ ಕಾಣಬಹುದು. [518,1140,846,1163]
sahitya-continued-text: ಮೈಸೂರು, ಜು.1(ಎಸ್‌ಬಿಡಿ)– ಪ್ರತಿಯೊಬ್ಬರಲ್ಲೂ ಒಂದಲ್ಲೊಂದು ಪ್ರತಿಭೆ ಸುಪ್ತವಾಗಿರುತ್ತದೆ. ಜೀವನದಲ್ಲಿ ಕಷ್ಟದ ಸವಾಲುಗಳು ಎದುರಾದಾಗ ಆ ಪ್ರತಿಭೆ ಮರೆಯಾಗುತ್ತದೆ. ನಗರದ ಕರ್ಣಕುಮಾರ್ ಕಂಪನಿಯಲ್ಲಿ ಮೆಕಾನಿಕ್ ಆಗಿ ಕೆಲಸ ಮಾಡುತ್ತಿರುವ ನರಸಿಂಗರಾವ್ ಅವರು ತಮ್ಮ ಬಿಡುವಿನ ವೇಳೆಯಲ್ಲಿ ಸಾಹಿತ್ಯ ರಚನೆ ಮಾಡುತ್ತಿದ್ದಾರೆ. ಮೈಸೂರಿನ ಶ್ರೀರಾಂಪುರದ ನಿವಾಸಿಯಾಗಿರುವ ನರಸಿಂಗರಾವ್ ಅವರು, 26 ವರ್ಷಗಳಿಂದ ಸಾರಿಗೆ ಸಂಸ್ಥೆಯಲ್ಲಿ ಮೆಕಾನಿಕ್ ಆಗಿ ಕರ್ತವ್ಯ ನಿರ್ವಹಿಸುತ್ತಿದ್ದಾರೆ. ದುಡಿಮೆಗೆ ಬಂದ ಬಳಿಕವೂ ಸಾಹಿತ್ಯದ ಆಸಕ್ತಿ ಬಿಟ್ಟಿಲ್ಲ. ಕವನ, ಹನಿಗವನ, ಚುಟುಕುಗಳನ್ನು ಬರೆದು ಹಲವು ಪ್ರಶಸ್ತಿಗಳನ್ನು ಪಡೆದಿದ್ದಾರೆ. [1085,504,1474,587]
page-number-badge [148,152,239,183]
page-number: 9 [187,152,206,183]
story2-body [148,895,500,942]
registration-marks-center [778,2150,852,2163]
